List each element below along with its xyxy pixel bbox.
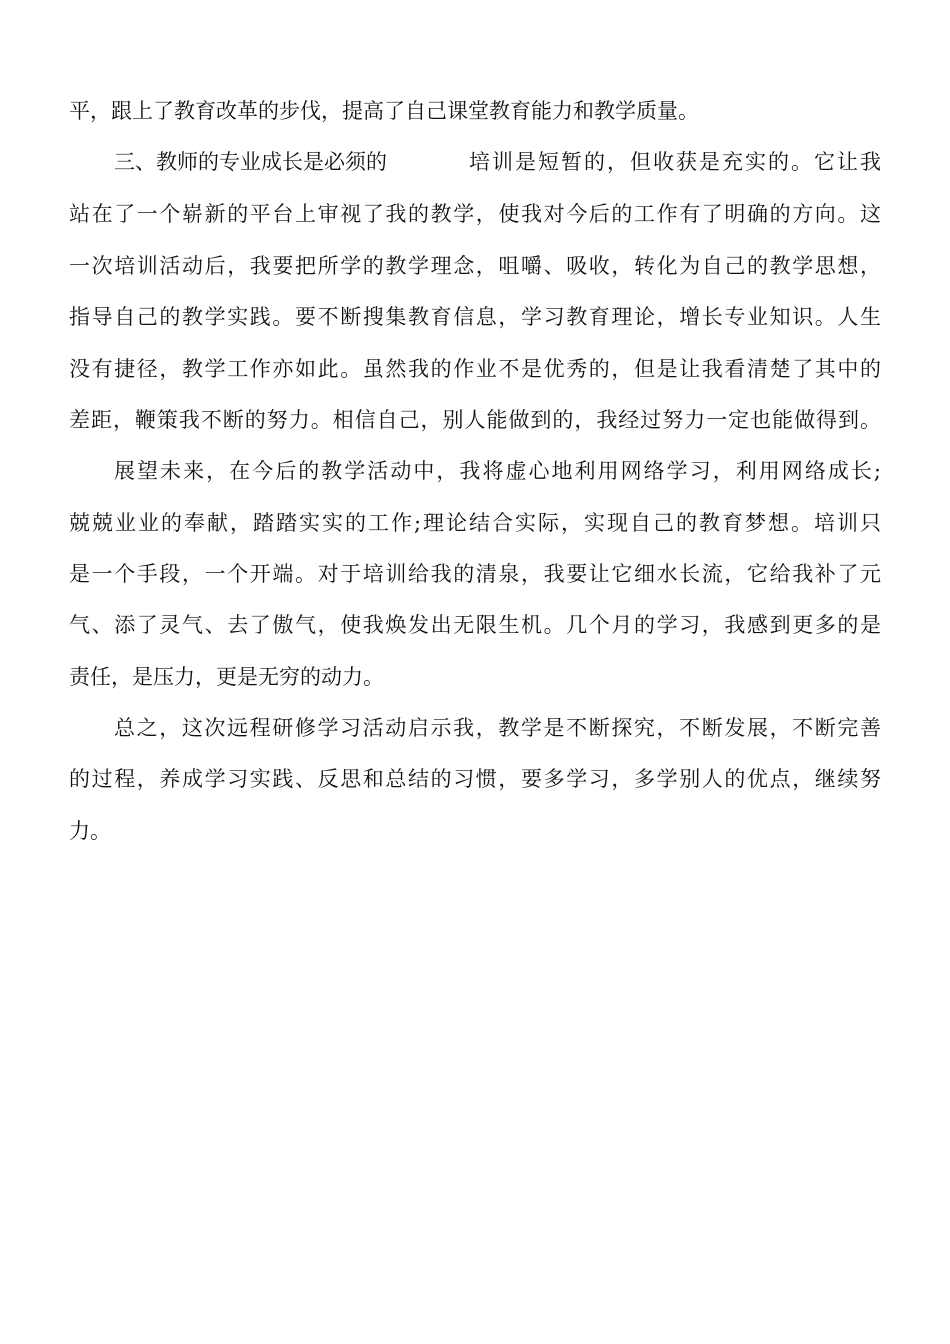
- paragraph-4-line-1: 展望未来，在今后的教学活动中，我将虚心地利用网络学习，利用网络成长;: [114, 459, 881, 483]
- paragraph-3-line-6: 差距，鞭策我不断的努力。相信自己，别人能做到的，我经过努力一定也能做得到。: [69, 408, 881, 432]
- paragraph-4-line-3: 是一个手段，一个开端。对于培训给我的清泉，我要让它细水长流，它给我补了元: [69, 562, 881, 586]
- section-3-heading: 三、教师的专业成长是必须的: [114, 150, 387, 174]
- paragraph-4-line-2: 兢兢业业的奉献，踏踏实实的工作;理论结合实际，实现自己的教育梦想。培训只: [69, 511, 881, 535]
- paragraph-5-line-3: 力。: [69, 819, 111, 843]
- paragraph-3-line-2: 站在了一个崭新的平台上审视了我的教学，使我对今后的工作有了明确的方向。这: [69, 202, 881, 226]
- paragraph-4-line-5: 责任，是压力，更是无穷的动力。: [69, 665, 384, 689]
- paragraph-3-line-4: 指导自己的教学实践。要不断搜集教育信息，学习教育理论，增长专业知识。人生: [69, 305, 881, 329]
- paragraph-4-line-4: 气、添了灵气、去了傲气，使我焕发出无限生机。几个月的学习，我感到更多的是: [69, 613, 881, 637]
- paragraph-3-line-3: 一次培训活动后，我要把所学的教学理念，咀嚼、吸收，转化为自己的教学思想，: [69, 254, 881, 278]
- paragraph-5-line-2: 的过程，养成学习实践、反思和总结的习惯，要多学习，多学别人的优点，继续努: [69, 767, 881, 791]
- paragraph-5-line-1: 总之，这次远程研修学习活动启示我，教学是不断探究，不断发展，不断完善: [114, 716, 881, 740]
- paragraph-3-line-5: 没有捷径，教学工作亦如此。虽然我的作业不是优秀的，但是让我看清楚了其中的: [69, 357, 881, 381]
- paragraph-2-line-last: 平，跟上了教育改革的步伐，提高了自己课堂教育能力和教学质量。: [69, 99, 699, 123]
- paragraph-3-line-1: 培训是短暂的，但收获是充实的。它让我: [469, 150, 881, 174]
